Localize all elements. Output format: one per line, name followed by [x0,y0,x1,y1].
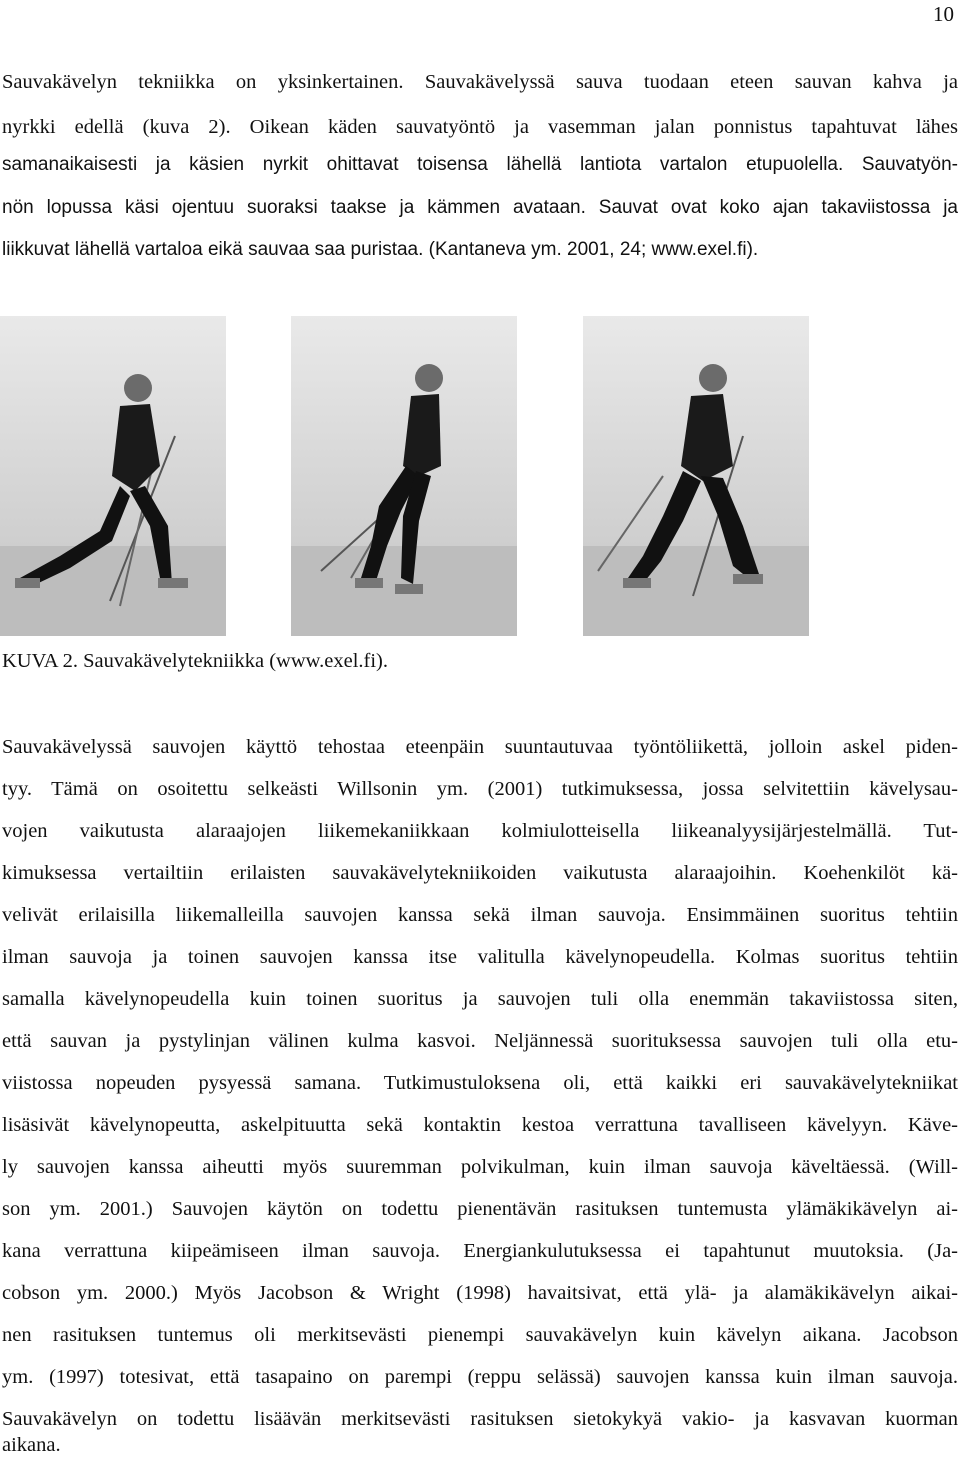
body-line: ilman sauvoja ja toinen sauvojen kanssa itse valitulla kävelynopeudella. Kolmas suoritus tehtiin [2,946,958,968]
body-line: että sauvan ja pystylinjan välinen kulma kasvoi. Neljännessä suorituksessa sauvojen tuli olla etu- [2,1030,958,1052]
body-line: samalla kävelynopeudella kuin toinen suoritus ja sauvojen tuli olla enemmän takaviistossa siten, [2,988,958,1010]
intro-line: Sauvakävelyn tekniikka on yksinkertainen. Sauvakävelyssä sauva tuodaan eteen sauvan kahva ja [2,71,958,93]
body-line: aikana. [2,1434,61,1456]
intro-line: nön lopussa käsi ojentuu suoraksi taakse ja kämmen avataan. Sauvat ovat koko ajan takaviistossa ja [2,197,958,218]
body-line: velivät erilaisilla liikemalleilla sauvojen kanssa sekä ilman sauvoja. Ensimmäinen suoritus tehtiin [2,904,958,926]
nordic-walker-photo-2 [291,316,517,636]
body-line: kimuksessa vertailtiin erilaisten sauvakävelytekniikoiden vaikutusta alaraajoihin. Koehenkilöt kä- [2,862,958,884]
nordic-walker-photo-1 [0,316,226,636]
body-line: tyy. Tämä on osoitettu selkeästi Willsonin ym. (2001) tutkimuksessa, jossa selvitettiin kävelysau- [2,778,958,800]
body-line: Sauvakävelyn on todettu lisäävän merkitsevästi rasituksen sietokykyä vakio- ja kasvavan kuorman [2,1408,958,1430]
figure-photos [0,316,960,638]
body-line: ym. (1997) totesivat, että tasapaino on parempi (reppu selässä) sauvojen kanssa kuin ilman sauvoja. [2,1366,958,1388]
body-line: lisäsivät kävelynopeutta, askelpituutta sekä kontaktin kestoa verrattuna tavalliseen kävelyyn. Käve- [2,1114,958,1136]
intro-line: liikkuvat lähellä vartaloa eikä sauvaa saa puristaa. (Kantaneva ym. 2001, 24; www.exel.fi). [2,239,759,260]
body-line: viistossa nopeuden pysyessä samana. Tutkimustuloksena oli, että kaikki eri sauvakävelytekniikat [2,1072,958,1094]
body-line: ly sauvojen kanssa aiheutti myös suuremman polvikulman, kuin ilman sauvoja käveltäessä. (Will- [2,1156,958,1178]
walker-figure-2 [291,316,517,636]
body-line: cobson ym. 2000.) Myös Jacobson & Wright (1998) havaitsivat, että ylä- ja alamäkikävelyn aikai- [2,1282,958,1304]
body-line: nen rasituksen tuntemus oli merkitsevästi pienempi sauvakävelyn kuin kävelyn aikana. Jacobson [2,1324,958,1346]
page-number: 10 [933,2,954,26]
body-line: kana verrattuna kiipeämiseen ilman sauvoja. Energiankulutuksessa ei tapahtunut muutoksia. (Ja- [2,1240,958,1262]
walker-figure-1 [0,316,226,636]
figure-caption: KUVA 2. Sauvakävelytekniikka (www.exel.fi). [2,650,388,672]
body-line: son ym. 2001.) Sauvojen käytön on todettu pienentävän rasituksen tuntemusta ylämäkikävelyn ai- [2,1198,958,1220]
body-line: vojen vaikutusta alaraajojen liikemekaniikkaan kolmiulotteisella liikeanalyysijärjestelmällä. Tut- [2,820,958,842]
body-line: Sauvakävelyssä sauvojen käyttö tehostaa eteenpäin suuntautuvaa työntöliikettä, jolloin askel piden- [2,736,958,758]
walker-figure-3 [583,316,809,636]
intro-line: samanaikaisesti ja käsien nyrkit ohittavat toisensa lähellä lantiota vartalon etupuolella. Sauvatyön- [2,154,958,175]
intro-line: nyrkki edellä (kuva 2). Oikean käden sauvatyöntö ja vasemman jalan ponnistus tapahtuvat lähes [2,116,958,138]
nordic-walker-photo-3 [583,316,809,636]
